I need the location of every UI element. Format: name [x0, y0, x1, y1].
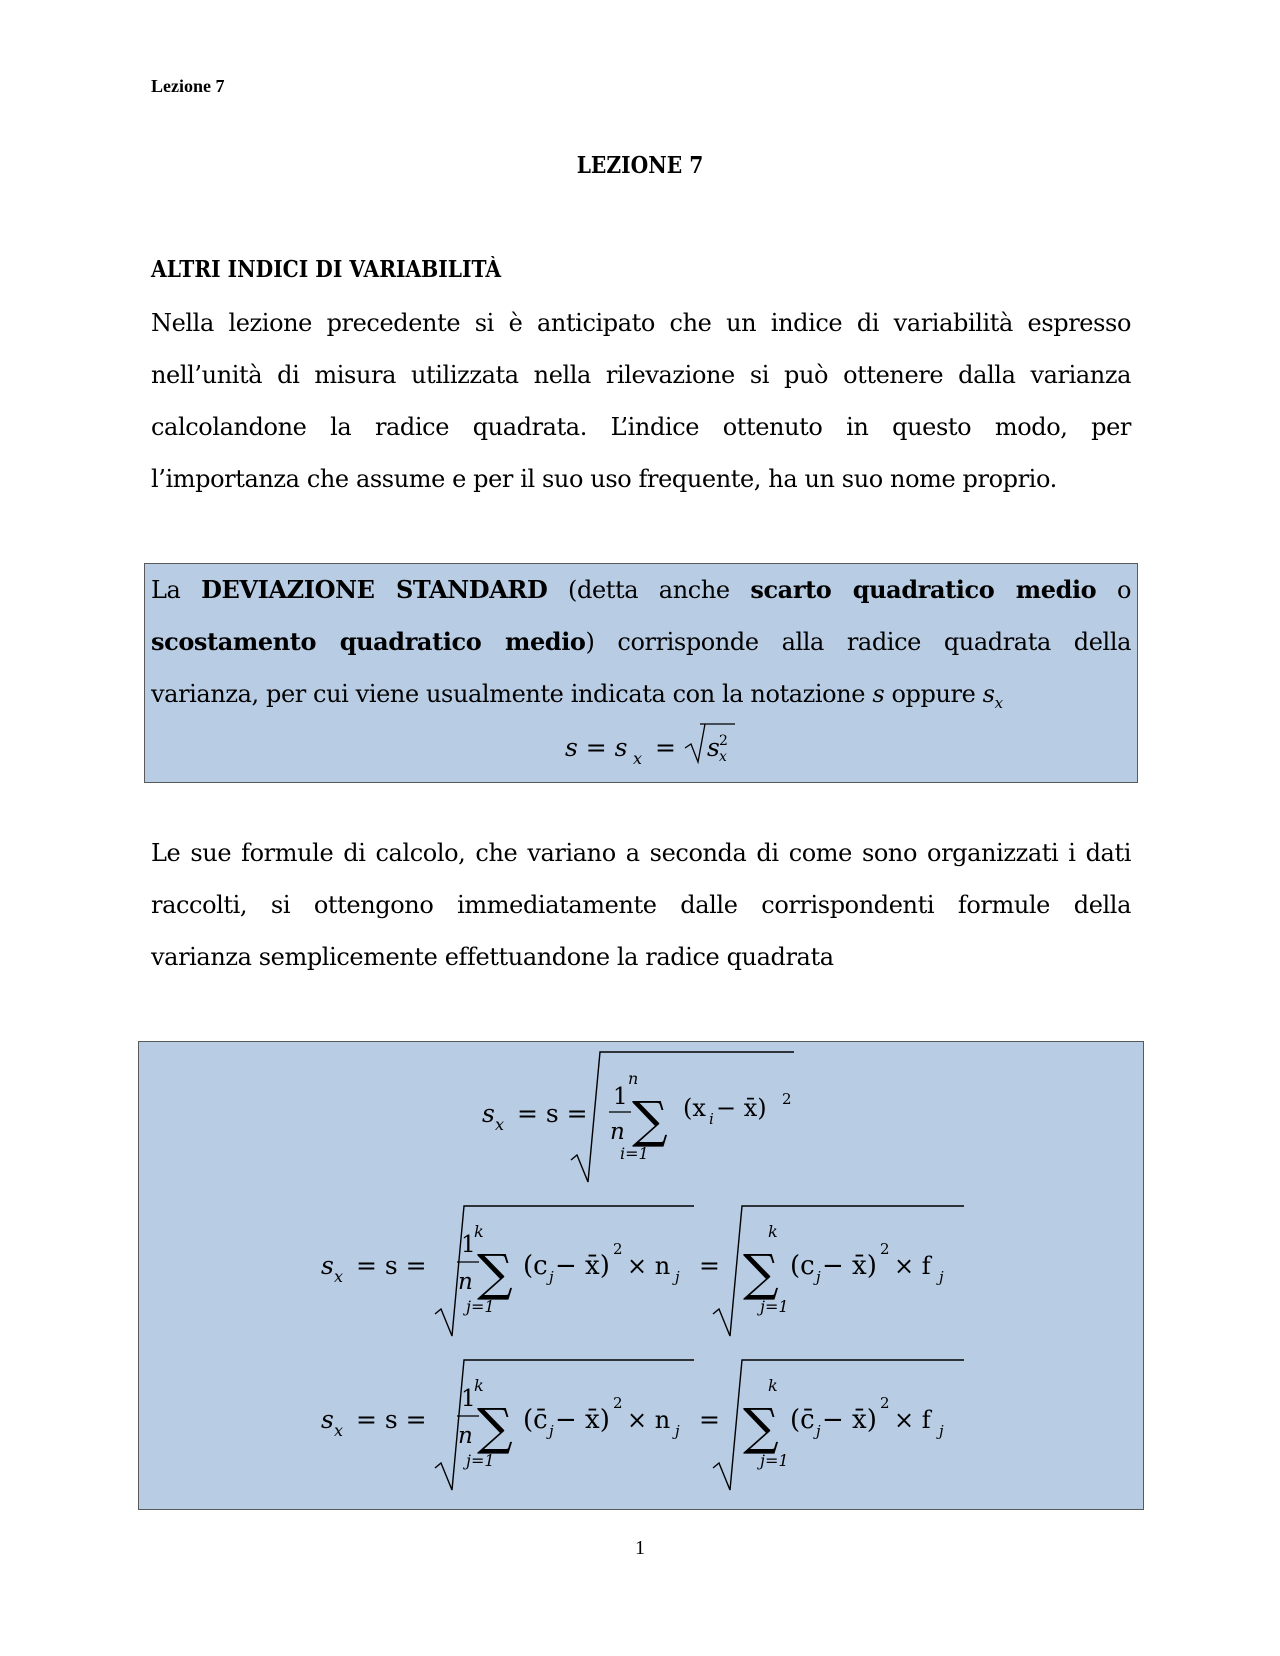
f3-term2-rest: − x̄): [822, 1405, 877, 1435]
term-scarto-quadratico-medio: scarto quadratico medio: [750, 575, 1097, 604]
f1-term-sub: i: [709, 1110, 714, 1128]
f2-times2: × f: [894, 1252, 931, 1280]
term-deviazione-standard: DEVIAZIONE STANDARD: [201, 575, 548, 604]
formula-lhs: s = s: [565, 733, 628, 762]
f2-term2: (c: [790, 1251, 815, 1281]
intro-line: nell’unità di misura utilizzata nella rilevazione si può ottenere dalla varianza: [151, 361, 1131, 389]
f2-term-sub: j: [549, 1268, 554, 1286]
term-scostamento-quadratico-medio: scostamento quadratico medio: [151, 627, 586, 656]
f2-term2-rest: − x̄): [822, 1251, 877, 1281]
f3-term-sub: j: [549, 1422, 554, 1440]
f2-times: × n: [627, 1252, 671, 1280]
formulas-svg: [139, 1042, 1145, 1511]
f2-sum-sign: ∑: [477, 1244, 513, 1302]
formula-3: [321, 1360, 964, 1490]
f3-term: (c̄: [523, 1405, 548, 1435]
f3-sum-top: k: [474, 1376, 484, 1395]
f2-sum2-top: k: [768, 1222, 778, 1241]
f2-term-rest: − x̄): [555, 1251, 610, 1281]
f2-sum2-bot: j=1: [760, 1297, 789, 1316]
follow-line: Le sue formule di calcolo, che variano a seconda di come sono organizzati i dati: [151, 839, 1131, 867]
f3-times: × n: [627, 1406, 671, 1434]
f2-sum-bot: j=1: [466, 1297, 495, 1316]
running-header: Lezione 7: [151, 76, 225, 96]
intro-line: l’importanza che assume e per il suo uso frequente, ha un suo nome proprio.: [151, 465, 1057, 493]
f3-term-rest: − x̄): [555, 1405, 610, 1435]
formula-2: [321, 1206, 964, 1336]
f3-frac-num: 1: [461, 1386, 476, 1412]
f3-times2: × f: [894, 1406, 931, 1434]
intro-line: Nella lezione precedente si è anticipato che un indice di variabilità espresso: [151, 309, 1131, 337]
f1-sum-bot: i=1: [620, 1144, 649, 1163]
intro-paragraph: [151, 297, 1131, 505]
definition-formula: [145, 564, 1139, 784]
f2-times-sub: j: [675, 1268, 680, 1286]
f3-power: 2: [613, 1394, 623, 1412]
f3-lhs-sub: x: [334, 1421, 344, 1440]
f3-sum-sign: ∑: [477, 1398, 513, 1456]
follow-line: varianza semplicemente effettuandone la radice quadrata: [151, 943, 834, 971]
f2-sum-top: k: [474, 1222, 484, 1241]
formula-1: [482, 1052, 794, 1182]
f2-frac-den: n: [458, 1269, 473, 1295]
f1-frac-num: 1: [613, 1084, 628, 1110]
formula-rad: s: [707, 733, 720, 762]
formula-lhs-sub: x: [633, 749, 643, 768]
definition-line-3: varianza, per cui viene usualmente indicata con la notazione s oppure $s_x$: [151, 680, 1003, 712]
formula-eq: =: [655, 733, 676, 762]
f3-term2: (c̄: [790, 1405, 815, 1435]
f2-power: 2: [613, 1240, 623, 1258]
f3-frac-den: n: [458, 1423, 473, 1449]
f3-mid: = s =: [356, 1405, 427, 1434]
f1-lhs-sub: x: [495, 1115, 505, 1134]
f3-sum2-bot: j=1: [760, 1451, 789, 1470]
follow-paragraph: [151, 827, 1131, 983]
formula-rad-sup: 2: [719, 733, 728, 749]
formulas-box: [138, 1041, 1144, 1510]
definition-box: [144, 563, 1138, 783]
f2-term2-sub: j: [816, 1268, 821, 1286]
f3-times-sub: j: [675, 1422, 680, 1440]
f1-term: (x: [683, 1094, 706, 1122]
f2-lhs: s: [321, 1251, 334, 1280]
f2-mid: = s =: [356, 1251, 427, 1280]
f1-frac-den: n: [610, 1119, 625, 1145]
f1-mid: = s =: [517, 1099, 588, 1128]
f1-sum-sign: ∑: [632, 1091, 668, 1149]
f1-sum-top: n: [628, 1069, 639, 1088]
f3-sum-bot: j=1: [466, 1451, 495, 1470]
f2-times2-sub: j: [939, 1268, 944, 1286]
f1-power: 2: [782, 1090, 792, 1108]
f3-term2-sub: j: [816, 1422, 821, 1440]
f2-power2: 2: [880, 1240, 890, 1258]
intro-line: calcolandone la radice quadrata. L’indice ottenuto in questo modo, per: [151, 413, 1131, 441]
f2-eq2: =: [699, 1251, 720, 1280]
follow-line: raccolti, si ottengono immediatamente dalle corrispondenti formule della: [151, 891, 1131, 919]
f3-sum2-top: k: [768, 1376, 778, 1395]
f3-eq2: =: [699, 1405, 720, 1434]
f3-power2: 2: [880, 1394, 890, 1412]
section-title: ALTRI INDICI DI VARIABILITÀ: [151, 256, 502, 283]
page-number: 1: [635, 1537, 645, 1559]
f2-frac-num: 1: [461, 1232, 476, 1258]
f1-lhs: s: [482, 1099, 495, 1128]
page-title: LEZIONE 7: [576, 152, 704, 179]
f3-times2-sub: j: [939, 1422, 944, 1440]
f1-term-rest: − x̄): [716, 1094, 767, 1122]
f2-term: (c: [523, 1251, 548, 1281]
f2-sum2-sign: ∑: [743, 1244, 779, 1302]
f3-sum2-sign: ∑: [743, 1398, 779, 1456]
f3-lhs: s: [321, 1405, 334, 1434]
definition-line-2: scostamento quadratico medio) corrisponde alla radice quadrata della: [151, 627, 1132, 656]
definition-line-1: La DEVIAZIONE STANDARD (detta anche scarto quadratico medio o: [151, 575, 1131, 604]
formula-rad-sub: x: [719, 749, 727, 765]
f2-lhs-sub: x: [334, 1267, 344, 1286]
